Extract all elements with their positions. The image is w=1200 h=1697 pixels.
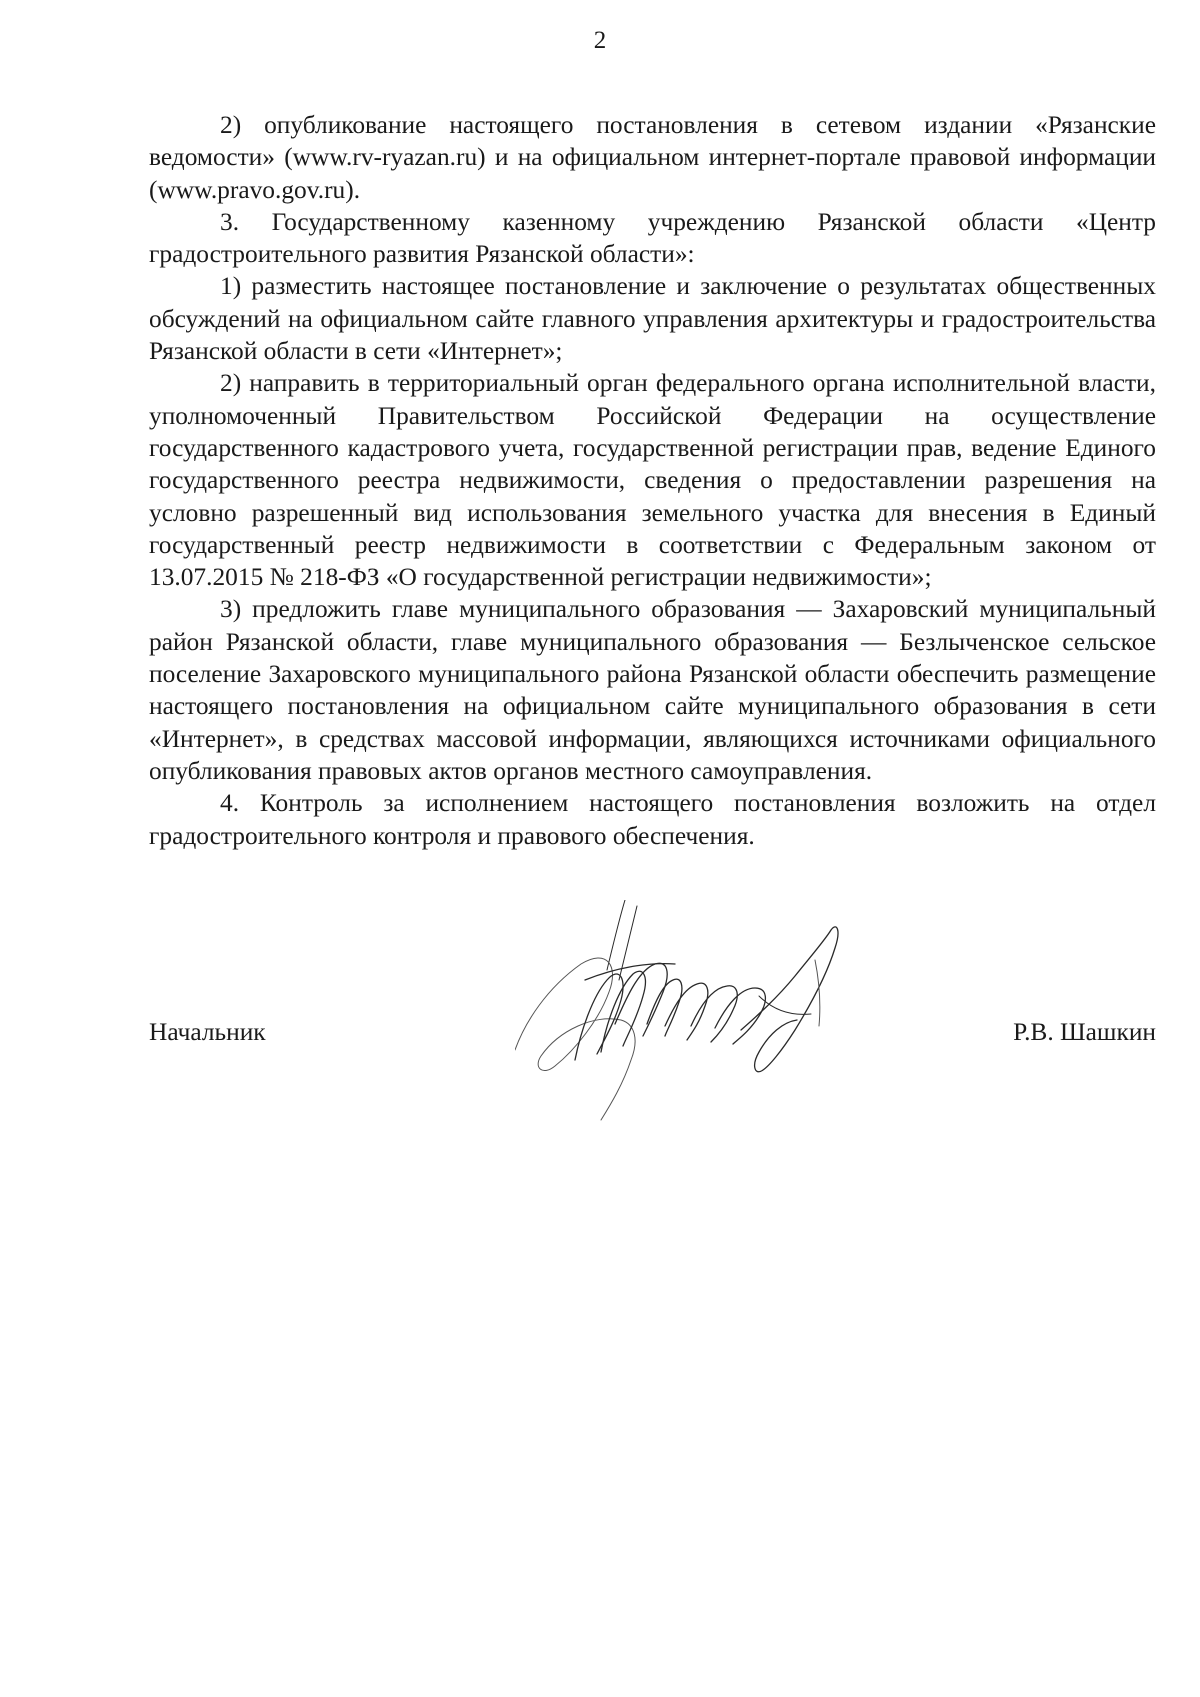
paragraph-publication: 2) опубликование настоящего постановления в сетевом издании «Рязанские ведомости» (www.rv-ryazan.ru) и на официальном интернет-портале правовой информации (www.pravo.gov.ru). — [149, 111, 1156, 204]
signer-name: Р.В. Шашкин — [1013, 1018, 1156, 1046]
paragraph-item-3-1: 1) разместить настоящее постановление и заключение о результатах общественных обсуждений на официальном сайте главного управления архитектуры и градостроительства Рязанской области в сети «Интернет»; — [149, 272, 1156, 366]
handwritten-signature — [515, 900, 915, 1140]
document-body — [149, 109, 1156, 852]
paragraph-item-3-2: 2) направить в территориальный орган федерального органа исполнительной власти, уполномоченный Правительством Российской Федерации на осуществление государственного кадастрового учета, государственной регистрации прав, ведение Единого государственного реестра недвижимости, сведения о предоставлении разрешения на условно разрешенный вид использования земельного участка для внесения в Единый государственный реестр недвижимости в соответствии с Федеральным законом от 13.07.2015 № 218-ФЗ «О государственной регистрации недвижимости»; — [149, 369, 1156, 592]
signer-position: Начальник — [149, 1018, 266, 1046]
paragraph-item-4: 4. Контроль за исполнением настоящего постановления возложить на отдел градостроительного контроля и правового обеспечения. — [149, 789, 1156, 850]
paragraph-item-3-3: 3) предложить главе муниципального образования — Захаровский муниципальный район Рязанской области, главе муниципального образования — Безлыченское сельское поселение Захаровского муниципального района Рязанской области обеспечить размещение настоящего постановления на официальном сайте муниципального образования в сети «Интернет», в средствах массовой информации, являющихся источниками официального опубликования правовых актов органов местного самоуправления. — [149, 595, 1156, 785]
page-number: 2 — [593, 27, 607, 54]
paragraph-item-3: 3. Государственному казенному учреждению Рязанской области «Центр градостроительного развития Рязанской области»: — [149, 207, 1156, 269]
